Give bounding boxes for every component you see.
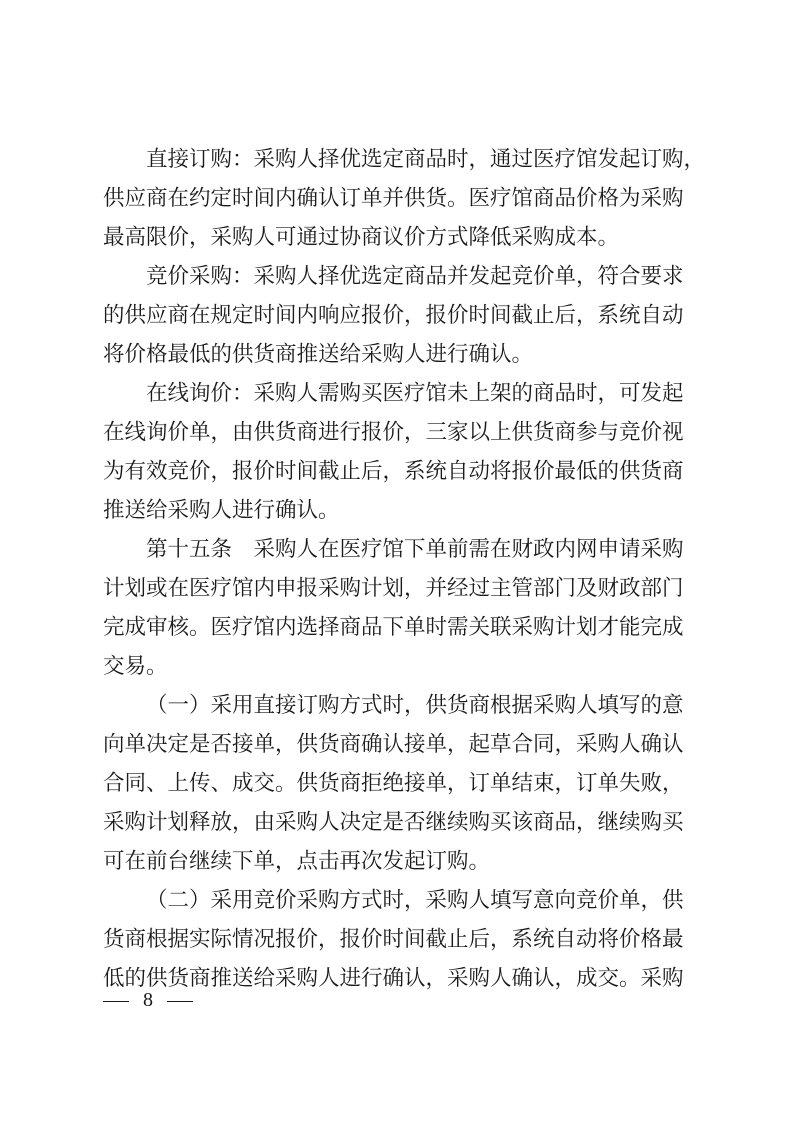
paragraph-line: 合同、上传、成交。供货商拒绝接单，订单结束，订单失败， bbox=[103, 771, 684, 796]
paragraph-line: 采购计划释放，由采购人决定是否继续购买该商品，继续购买 bbox=[103, 810, 684, 835]
paragraph-line: 供应商在约定时间内确认订单并供货。医疗馆商品价格为采购 bbox=[103, 186, 684, 211]
paragraph-line: 在线询价：采购人需购买医疗馆未上架的商品时，可发起 bbox=[146, 381, 684, 406]
paragraph-line: 在线询价单，由供货商进行报价，三家以上供货商参与竞价视 bbox=[103, 420, 684, 445]
paragraph-line: （二）采用竞价采购方式时，采购人填写意向竞价单，供 bbox=[146, 888, 684, 913]
paragraph-line: 直接订购：采购人择优选定商品时，通过医疗馆发起订购， bbox=[146, 147, 706, 172]
paragraph-line: 的供应商在规定时间内响应报价，报价时间截止后，系统自动 bbox=[103, 303, 684, 328]
paragraph-line: 最高限价，采购人可通过协商议价方式降低采购成本。 bbox=[103, 225, 620, 250]
page-footer bbox=[103, 985, 193, 1015]
paragraph-line: （一）采用直接订购方式时，供货商根据采购人填写的意 bbox=[146, 693, 684, 718]
paragraph-line: 货商根据实际情况报价，报价时间截止后，系统自动将价格最 bbox=[103, 927, 684, 952]
paragraph-line: 完成审核。医疗馆内选择商品下单时需关联采购计划才能完成 bbox=[103, 615, 684, 640]
footer-dash-right bbox=[167, 1001, 193, 1002]
paragraph-line: 低的供货商推送给采购人进行确认，采购人确认，成交。采购 bbox=[103, 966, 684, 991]
paragraph-line: 推送给采购人进行确认。 bbox=[103, 498, 340, 523]
paragraph-line: 将价格最低的供货商推送给采购人进行确认。 bbox=[103, 342, 534, 367]
paragraph-line: 可在前台继续下单，点击再次发起订购。 bbox=[103, 849, 491, 874]
footer-dash-left bbox=[103, 1001, 129, 1002]
paragraph-line: 计划或在医疗馆内申报采购计划，并经过主管部门及财政部门 bbox=[103, 576, 684, 601]
page-number: 8 bbox=[143, 989, 153, 1011]
paragraph-line: 交易。 bbox=[103, 654, 168, 679]
article-heading-line: 第十五条 采购人在医疗馆下单前需在财政内网申请采购 bbox=[146, 537, 684, 562]
paragraph-line: 竞价采购：采购人择优选定商品并发起竞价单，符合要求 bbox=[146, 264, 684, 289]
paragraph-line: 为有效竞价，报价时间截止后，系统自动将报价最低的供货商 bbox=[103, 459, 684, 484]
paragraph-line: 向单决定是否接单，供货商确认接单，起草合同，采购人确认 bbox=[103, 732, 684, 757]
